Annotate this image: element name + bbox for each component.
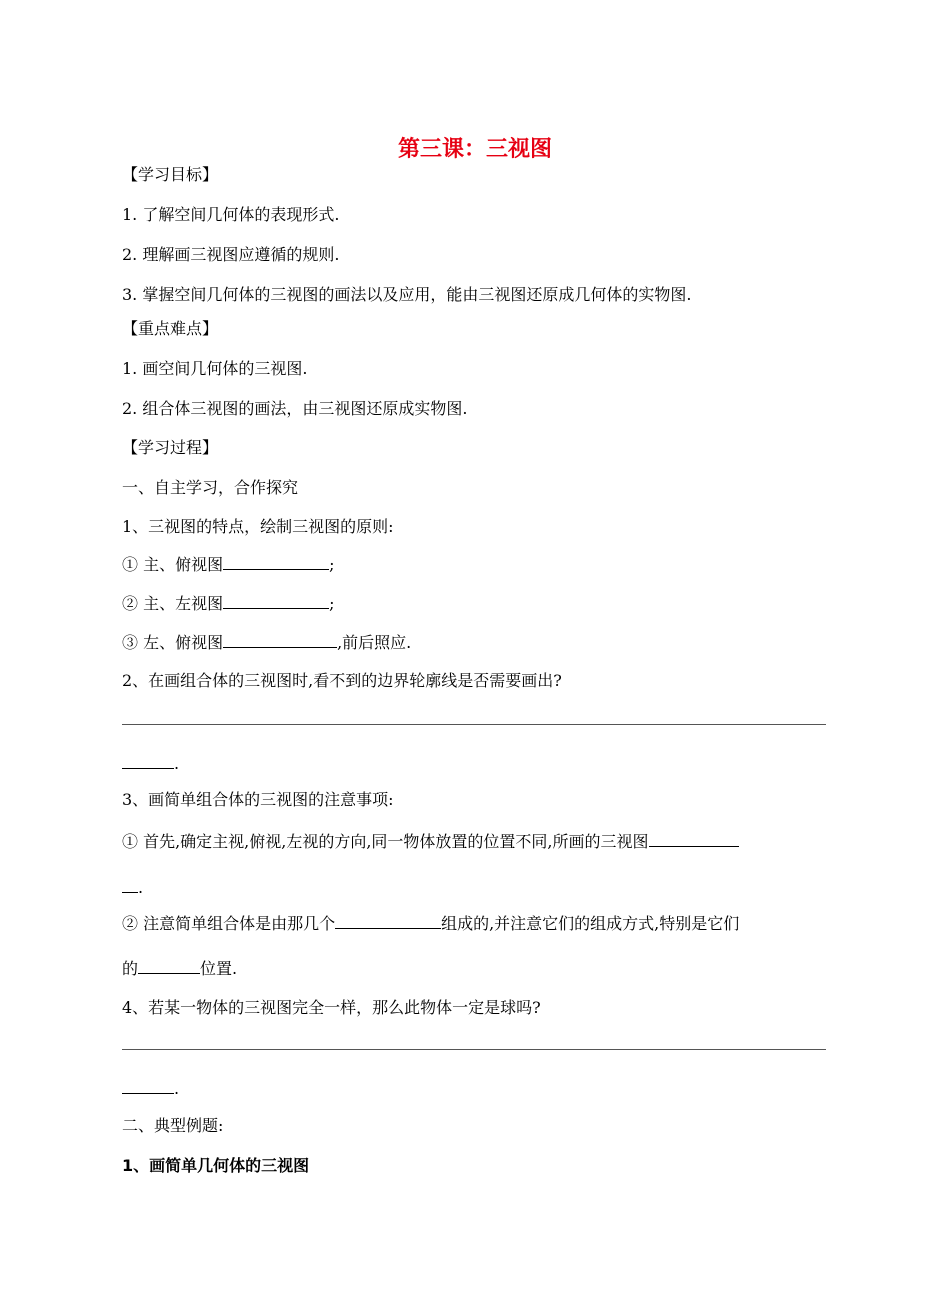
question-2-tail bbox=[122, 752, 179, 775]
question-3-a bbox=[122, 830, 739, 853]
question-3-a-tail bbox=[122, 876, 143, 899]
example-1-heading: 1、画简单几何体的三视图 bbox=[122, 1156, 310, 1175]
fill-blank[interactable] bbox=[122, 1077, 174, 1094]
question-3-b-mid: 组成的,并注意它们的组成方式,特别是它们 bbox=[441, 914, 740, 933]
question-4-end: . bbox=[174, 1079, 180, 1098]
question-3-b2-start: 的 bbox=[122, 959, 139, 978]
keypoint-item-1: 1. 画空间几何体的三视图. bbox=[122, 359, 308, 378]
keypoint-item-2: 2. 组合体三视图的画法，由三视图还原成实物图. bbox=[122, 399, 468, 418]
answer-line[interactable] bbox=[122, 724, 826, 725]
question-3-a-text: ① 首先,确定主视,俯视,左视的方向,同一物体放置的位置不同,所画的三视图 bbox=[122, 832, 649, 851]
question-1-c-text: ③ 左、俯视图 bbox=[122, 633, 224, 652]
question-4: 4、若某一物体的三视图完全一样，那么此物体一定是球吗? bbox=[122, 998, 541, 1017]
process-heading: 【学习过程】 bbox=[122, 438, 219, 457]
question-1-a-end: ; bbox=[329, 555, 335, 574]
question-1-b-end: ; bbox=[329, 594, 335, 613]
question-1-b bbox=[122, 592, 334, 615]
goal-item-1: 1. 了解空间几何体的表现形式. bbox=[122, 205, 340, 224]
fill-blank[interactable] bbox=[223, 553, 329, 570]
question-1-c bbox=[122, 631, 411, 654]
goal-item-2: 2. 理解画三视图应遵循的规则. bbox=[122, 245, 340, 264]
fill-blank[interactable] bbox=[335, 912, 441, 929]
goal-item-3: 3. 掌握空间几何体的三视图的画法以及应用，能由三视图还原成几何体的实物图. bbox=[122, 285, 692, 304]
fill-blank[interactable] bbox=[122, 876, 138, 893]
question-1-c-end: ,前后照应. bbox=[337, 633, 412, 652]
question-4-tail bbox=[122, 1077, 179, 1100]
section-2-heading: 二、典型例题: bbox=[122, 1116, 224, 1135]
question-3: 3、画简单组合体的三视图的注意事项: bbox=[122, 790, 394, 809]
question-3-b2-end: 位置. bbox=[200, 959, 238, 978]
goals-heading: 【学习目标】 bbox=[122, 165, 219, 184]
question-2: 2、在画组合体的三视图时,看不到的边界轮廓线是否需要画出? bbox=[122, 671, 562, 690]
fill-blank[interactable] bbox=[223, 631, 337, 648]
question-3-b-start: ② 注意简单组合体是由那几个 bbox=[122, 914, 336, 933]
question-1-a bbox=[122, 553, 334, 576]
question-3-b bbox=[122, 912, 739, 935]
fill-blank[interactable] bbox=[138, 957, 200, 974]
page-title: 第三课：三视图 bbox=[397, 137, 552, 162]
question-2-end: . bbox=[174, 754, 180, 773]
answer-line[interactable] bbox=[122, 1049, 826, 1050]
question-3-b-tail bbox=[122, 957, 237, 980]
question-3-a-end: . bbox=[138, 878, 144, 897]
fill-blank[interactable] bbox=[223, 592, 329, 609]
fill-blank[interactable] bbox=[649, 830, 739, 847]
section-1-heading: 一、自主学习，合作探究 bbox=[122, 478, 299, 497]
question-1: 1、三视图的特点，绘制三视图的原则: bbox=[122, 517, 394, 536]
question-1-b-text: ② 主、左视图 bbox=[122, 594, 224, 613]
fill-blank[interactable] bbox=[122, 752, 174, 769]
question-1-a-text: ① 主、俯视图 bbox=[122, 555, 224, 574]
keypoints-heading: 【重点难点】 bbox=[122, 319, 219, 338]
